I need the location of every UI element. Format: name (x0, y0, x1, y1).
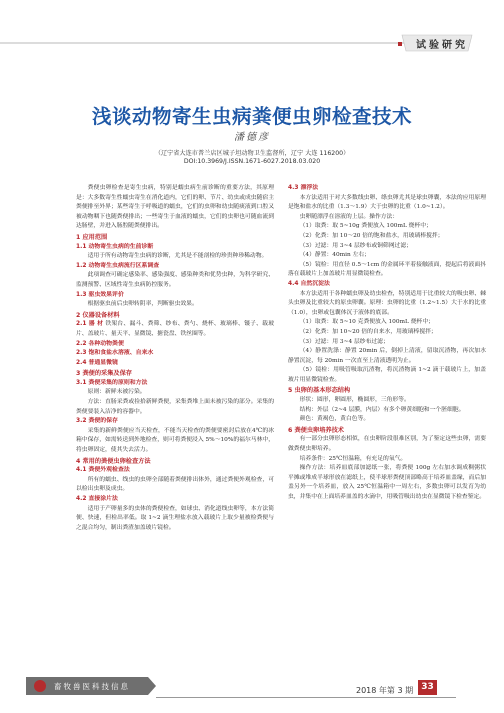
step-item: （5）镜检：用直径 0.5～1cm 的金属环平着接触液面，提起后将液面抖落在载玻片上加盖玻片用显微镜检查。 (288, 261, 486, 278)
section-heading: 5 虫卵的基本形态结构 (288, 387, 351, 395)
section-label: 试验研究 (416, 40, 468, 51)
article-affiliation: （辽宁省大连市普兰店区城子坦动物卫生监督所，辽宁 大连 116200） (154, 150, 350, 157)
page-number: 33 (418, 680, 437, 695)
body-paragraph: 方法：直肠采粪或捡拾新鲜粪便，采集粪堆上面未被污染的部分。采集的粪便要装入洁净的容器中。 (76, 399, 274, 415)
body-paragraph: 颜色：黄褐色，黄白色等。 (299, 416, 370, 423)
step-item: （2）化粪：加 10~20 倍的自来水，用玻璃棒搅拌； (299, 328, 437, 335)
left-column (76, 184, 274, 533)
subsection-heading: 1.2 动物寄生虫病流行区系调查 (76, 262, 160, 269)
article-doi: DOI:10.3969/J.ISSN.1671-6027.2018.03.020 (183, 158, 321, 165)
section-heading: 3 粪便的采集及保存 (76, 370, 132, 378)
subsection-heading: 3.1 粪便采集的原则和方法 (76, 379, 148, 386)
body-paragraph (76, 320, 274, 339)
step-item: （3）过滤：用 3~4 层纱布过滤； (299, 338, 389, 345)
section-heading: 1 应用范围 (76, 233, 108, 241)
body-paragraph: 结构：外层（2~4 层膜，内层）有多个卵黄细胞和一个胚细胞。 (299, 406, 465, 413)
article-author: 潘德彦 (234, 132, 270, 143)
subsection-heading: 4.1 粪便外观检查法 (76, 467, 130, 474)
intro-paragraph: 粪便虫卵检查是寄生虫病，特别是蠕虫病生前诊断的重要方法，其原理是：大多数寄生性蠕虫寄生在消化道内，它们的卵、节片、幼虫或成虫随宿主粪便排至外界；某些寄生于呼吸道的蠕虫，它们的虫卵和幼虫随痰液到口腔又被动物咽下也随粪便排出；一些寄生于血液的蠕虫，它们的虫卵也可随血流到达肠壁，并进入肠腔随粪便排出。 (76, 185, 274, 230)
body-paragraph: 采集的新鲜粪便应当天检查，不能当天检查的粪便要密封后放在4℃的冰箱中保存，如需转送到外地检查，则可将粪便浸入 5%～10%的福尔马林中，将虫卵固定，使其失去活力。 (76, 427, 274, 454)
subsection-heading: 1.1 动物寄生虫病的生前诊断 (76, 243, 154, 250)
body-text: 铁架台、漏斗、粪筛、纱布、粪勺、烧杯、玻璃棒、镊子、载玻片、盖玻片、量天平、显微镜、搪瓷盘、铁丝圈等。 (76, 321, 274, 337)
section-heading: 2 仪器设备材料 (76, 311, 120, 319)
article-title: 浅谈动物寄生虫病粪便虫卵检查技术 (91, 105, 412, 128)
body-paragraph: 所有的蠕虫、线虫的虫卵全部随着粪便排出体外，通过粪便外观检查，可以检出虫卵及成虫。 (76, 476, 274, 493)
step-item: （5）镜检：用吸管吸取沉渣物，将沉渣物滴 1~2 滴于载玻片上，加盖玻片用显微镜检查。 (288, 367, 486, 383)
body-paragraph: 适用于所有动物寄生虫病的诊断，尤其是不能剖检的珍贵种珍稀动物。 (87, 253, 268, 260)
right-column (288, 184, 486, 503)
footer-divider (156, 697, 456, 698)
step-item: （1）取粪：取 5~10g 粪便放入 100mL 烧杯中； (299, 223, 432, 230)
section-heading: 6 粪便虫卵培养技术 (288, 426, 344, 434)
subsection-heading: 2.2 各种动物粪便 (76, 340, 124, 347)
subsection-inline-heading: 2.1 器 材 (76, 321, 104, 328)
body-paragraph: 培养条件：25℃恒温箱，有充足的氧气。 (299, 455, 407, 462)
step-item: （3）过滤：用 3~4 层纱布或铜筛网过滤； (299, 242, 412, 249)
body-paragraph: 操作方法：培养皿底部加滤纸一张，将粪便 100g 左右加水调成稠粥状平摊或堆成半球形放在滤纸上，使半球形粪便顶部略高于培养皿盖缘，而后加盖另外一个培养皿，放入 25℃恒温箱中一周左右，多数虫卵可以发育为幼虫，并集中在上面培养皿盖的水滴中，用吸管吸出幼虫在显微镜下检查鉴定。 (288, 465, 486, 500)
subsection-heading: 2.3 饱和食盐水溶液、自来水 (76, 350, 154, 357)
subsection-heading: 4.2 直接涂片法 (76, 496, 118, 502)
body-paragraph: 本方法适用于对大多数线虫卵、绦虫卵尤其是球虫卵囊，本法的应用原理是饱和盐水的比重（1.3～1.9）大于虫卵的比重（1.0~1.2）。 (288, 194, 486, 211)
body-paragraph: 虫卵随漂浮在溶液的上层。操作方法： (299, 213, 399, 220)
step-item: （2）化粪：加 10～20 倍的饱和盐水，用玻璃棒搅拌； (299, 232, 444, 239)
subsection-heading: 4.3 漂浮法 (288, 185, 319, 191)
section-heading: 4 常用的粪便虫卵检查方法 (76, 457, 151, 465)
subsection-heading: 1.3 驱虫效果评价 (76, 291, 124, 298)
body-paragraph: 本方法适用于各种蠕虫卵及幼虫检查，特别适用于比重较大的吸虫卵、棘头虫卵及比重较大的原虫卵囊。原理：虫卵的比重（1.2~1.5）大于水的比重（1.0），虫卵或包囊体沉于液体的底部。 (288, 290, 486, 316)
body-paragraph: 根据驱虫前后虫卵转阴率，判断驱虫效果。 (87, 301, 198, 308)
footer-issue: 2018 年第 3 期 (356, 686, 414, 695)
subsection-heading: 3.2 粪便的保存 (76, 418, 118, 425)
footer-journal-name: 畜牧兽医科技信息 (54, 682, 130, 691)
subsection-heading: 2.4 普通显微镜 (76, 359, 118, 366)
step-item: （1）取粪：取 5~10 克粪便放入 100mL 烧杯中； (299, 319, 434, 326)
body-paragraph: 此项调查可确定感染率、感染强度、感染种类和优势虫种，为科学研究、监测预警、区域性寄生虫病防控服务。 (76, 272, 274, 288)
body-paragraph: 有一部分虫卵形态相似，在虫卵阶段很难区别，为了鉴定这些虫卵，需要做粪便虫卵培养。 (288, 436, 486, 453)
step-item: （4）静置洗涤：静置 20min 后，倒掉上清液，留取沉渣物，再次加水静置沉淀，每 20min 一次直至上清液透明为止。 (288, 348, 486, 364)
body-paragraph: 适用于产卵量多的虫体的粪便检查，如球虫、消化道线虫卵等，本方法简便、快速，但检出率低。取 1~2 滴生理盐水放入载玻片上取少量被检粪便与之混合均匀，制出粪渣加盖玻片镜检。 (76, 505, 274, 531)
subsection-heading: 4.4 自然沉淀法 (288, 280, 330, 287)
body-paragraph: 原则：新鲜未被污染。 (87, 389, 146, 396)
body-paragraph: 形状：圆形，卵圆形，椭圆形，三角形等。 (299, 397, 410, 404)
step-item: （4）静置：40min 左右； (299, 252, 370, 259)
